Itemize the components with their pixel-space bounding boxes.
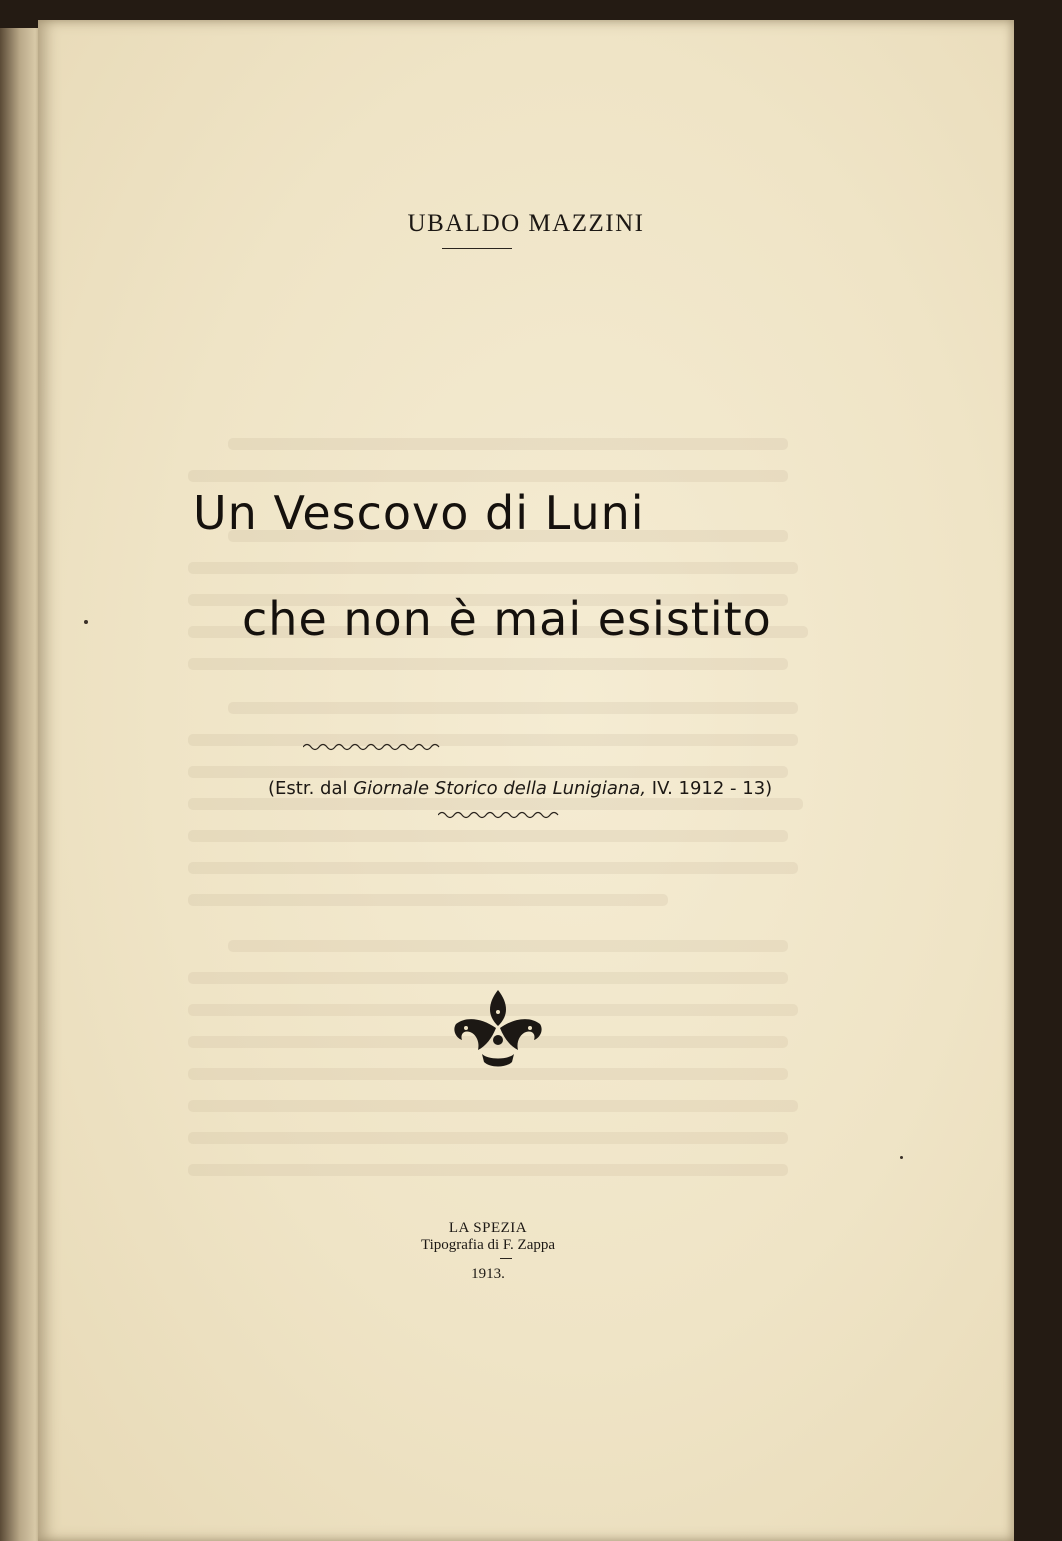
fleuron-ornament-icon [452,988,544,1070]
paper-speck [900,1156,903,1159]
wavy-rule-bottom [438,810,563,820]
title-line-1: Un Vescovo di Luni [193,486,645,540]
extract-citation [268,778,772,799]
paper-speck [84,620,88,624]
title-page [38,20,1014,1541]
publisher-printer: Tipografia di F. Zappa [420,1237,556,1253]
publisher-city: LA SPEZIA [448,1220,528,1236]
extract-prefix: (Estr. dal [268,778,354,799]
author-name: UBALDO MAZZINI [407,210,645,237]
wavy-rule-top [303,742,443,752]
journal-name: Giornale Storico della Lunigiana, [353,778,647,799]
title-line-2: che non è mai esistito [242,592,772,646]
publisher-dash [500,1258,512,1259]
publication-year: 1913. [471,1266,505,1282]
author-underline [442,248,512,249]
extract-suffix: IV. 1912 - 13) [646,778,773,799]
